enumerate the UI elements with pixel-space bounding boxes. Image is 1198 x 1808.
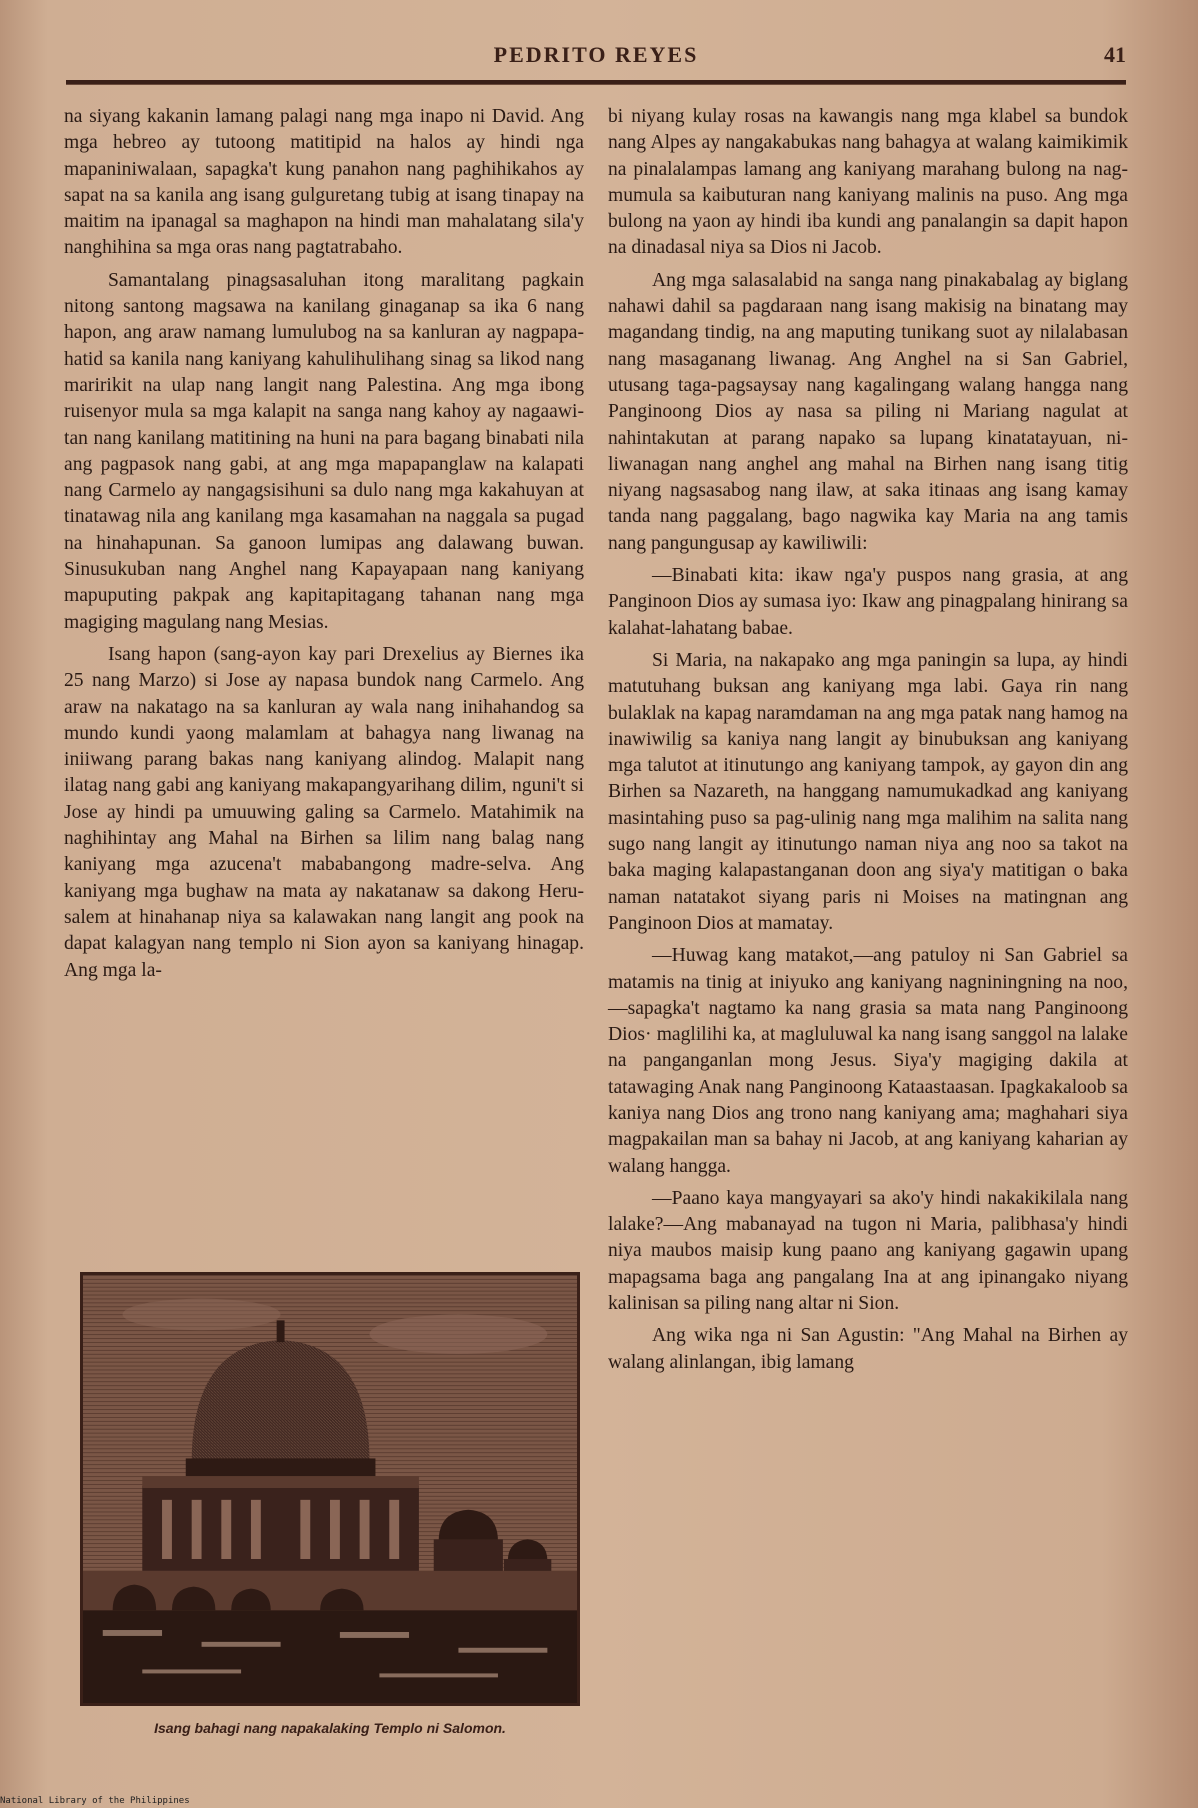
right-column	[608, 104, 1128, 1376]
temple-engraving	[83, 1275, 577, 1703]
paragraph: Ang wika nga ni San Agustin: "Ang Mahal na Birhen ay walang alinlangan, ibig lamang	[608, 1325, 1128, 1373]
paragraph: bi niyang kulay rosas na kawangis nang mga klabel sa bundok nang Alpes ay nangakabukas nang bahagya at walang kaimikimik na pinalalampas lamang ang kaniyang marahang bulong na nagmumula sa kaibuturan nang kaniyang malinis na puso. Ang mga bulong na yaon ay hindi iba kundi ang panalangin sa dapit hapon na dinadasal niya sa Dios ni Jacob.	[608, 106, 1128, 259]
header-rule	[66, 80, 1126, 85]
paragraph: —Paano kaya mangyayari sa ako'y hindi nakakikilala nang lalake?—Ang mabanayad na tugon ni Maria, palibhasa'y hindi niya maubos maisip kung paano ang kaniyang gagawin upang mapagsama baga ang pangalang Ina at ang ipinangako niyang kalinisan sa piling nang altar ni Sion.	[608, 1187, 1128, 1315]
paragraph: Si Maria, na nakapako ang mga paningin sa lupa, ay hindi matutuhang buksan ang kaniyang mga labi. Gaya rin nang bulaklak na kapag naramdaman na ang mga patak nang hamog na inawiwilig sa kaniya nang langit ay binubuksan ang kaniyang mga talutot at itinutungo ang kaniyang tampok, ay gayon din ang Birhen sa Nazareth, na hanggang namumukadkad ang kaniyang masintahing puso sa pag-ulinig nang mga malihim na salita nang sugo nang langit ay itinutungo naman niya ang noo sa takot na baka maging kalapastanganan doon ang siya'y matitigan o baka naman natatakot siyang paris ni Moises na matingnan ang Panginoon Dios at mamatay.	[608, 649, 1128, 934]
paragraph: Isang hapon (sang-ayon kay pari Drexelius ay Biernes ika 25 nang Marzo) si Jose ay napasa bundok nang Carmelo. Ang araw na nakatago na sa kanluran ay wala nang inihahandog sa mundo kundi yaong malamlam at bahagya nang liwanag na iniiwang parang bakas nang kaniyang alindog. Malapit nang ilatag nang gabi ang kaniyang makapangyarihang dilim, nguni't si Jose ay hindi pa umuuwing galing sa Carmelo. Matahimik na naghihintay ang Mahal na Birhen sa lilim nang balag nang kaniyang mga azucena't mababangong madre-selva. Ang kaniyang mga bughaw na mata ay nakatanaw sa dakong Herusalem at hinahanap niya sa kalawakan nang langit ang pook na dapat kalagyan nang templo ni Sion ayon sa kaniyang hinagap. Ang mga la-	[64, 643, 584, 981]
paragraph: Samantalang pinagsasaluhan itong maralitang pagkain nitong santong magsawa na kanilang ginaganap sa ika 6 nang hapon, ang araw namang lumulubog na sa kanluran ay nagpapahatid sa kanila nang kaniyang kahulihulihang sinag sa likod nang maririkit na ulap nang langit nang Palestina. Ang mga ibong ruisenyor mula sa mga kalapit na sanga nang kahoy ay nagaawitan nang kanilang matitining na huni na para bagang binabati nila ang pagpasok nang gabi, at ang mga mapapanglaw na kalapati nang Carmelo ay nangagsisihuni sa dulo nang mga kakahuyan at tinatawag nila ang kanilang mga kasamahan na naggala sa pugad na hinahapunan. Sa ganoon lumipas ang dalawang buwan. Sinusukuban nang Anghel nang Kapayapaan nang kaniyang mapuputing pakpak ang kapitapitagang tahanan nang mga magiging magulang nang Mesias.	[64, 269, 584, 633]
paragraph: na siyang kakanin lamang palagi nang mga inapo ni David. Ang mga hebreo ay tutoong matitipid na halos ay hindi nga mapaniniwalaan, sapagka't kung panahon nang paghihikahos ay sapat na sa kanila ang isang gulguretang tubig at isang tinapay na maitim na ipanagal sa maghapon na hindi man mahalatang sila'y nanghihina sa mga oras nang pagtatrabaho.	[64, 106, 584, 259]
figure-caption: Isang bahagi nang napakalaking Templo ni Salomon.	[154, 1720, 506, 1736]
paragraph: Ang mga salasalabid na sanga nang pinakabalag ay biglang nahawi dahil sa pagdaraan nang isang makisig na binatang may magandang tindig, na ang maputing tunikang suot ay nilalabasan nang masaganang liwanag. Ang Anghel na si San Gabriel, utusang taga-pagsaysay nang kagalingang walang hangga nang Panginoong Dios ay nasa sa piling ni Mariang nagulat at nahintakutan at parang napako sa lupang kinatatayuan, niliwanagan nang anghel ang mahal na Birhen nang isang titig niyang nagsasabog nang ilaw, at saka itinaas ang isang kamay tanda nang paggalang, bago nagwika kay Maria na ang tamis nang pangungusap ay kawiliwili:	[608, 269, 1128, 554]
header-title: PEDRITO REYES	[493, 42, 699, 67]
page-number: 41	[1104, 42, 1126, 67]
temple-illustration	[80, 1272, 580, 1706]
left-column	[64, 104, 584, 984]
library-watermark: National Library of the Philippines	[0, 1796, 190, 1806]
paragraph: —Huwag kang matakot,—ang patuloy ni San Gabriel sa matamis na tinig at iniyuko ang kaniyang nagniningning na noo,—sapagka't nagtamo ka nang grasia sa mata nang Panginoong Dios· maglilihi ka, at magluluwal ka nang isang sanggol na lalake na panganganlan mong Jesus. Siya'y magiging dakila at tatawaging Anak nang Panginoong Kataastaasan. Ipagkakaloob sa kaniya nang Dios ang trono nang kaniyang ama; maghahari siya magpakailan man sa bahay ni Jacob, at ang kaniyang kaharian ay walang hangga.	[608, 945, 1128, 1177]
running-header	[66, 42, 1126, 76]
paragraph: —Binabati kita: ikaw nga'y puspos nang grasia, at ang Panginoon Dios ay sumasa iyo: Ikaw ang pinagpalang hinirang sa kalahat-lahatang babae.	[608, 565, 1128, 639]
